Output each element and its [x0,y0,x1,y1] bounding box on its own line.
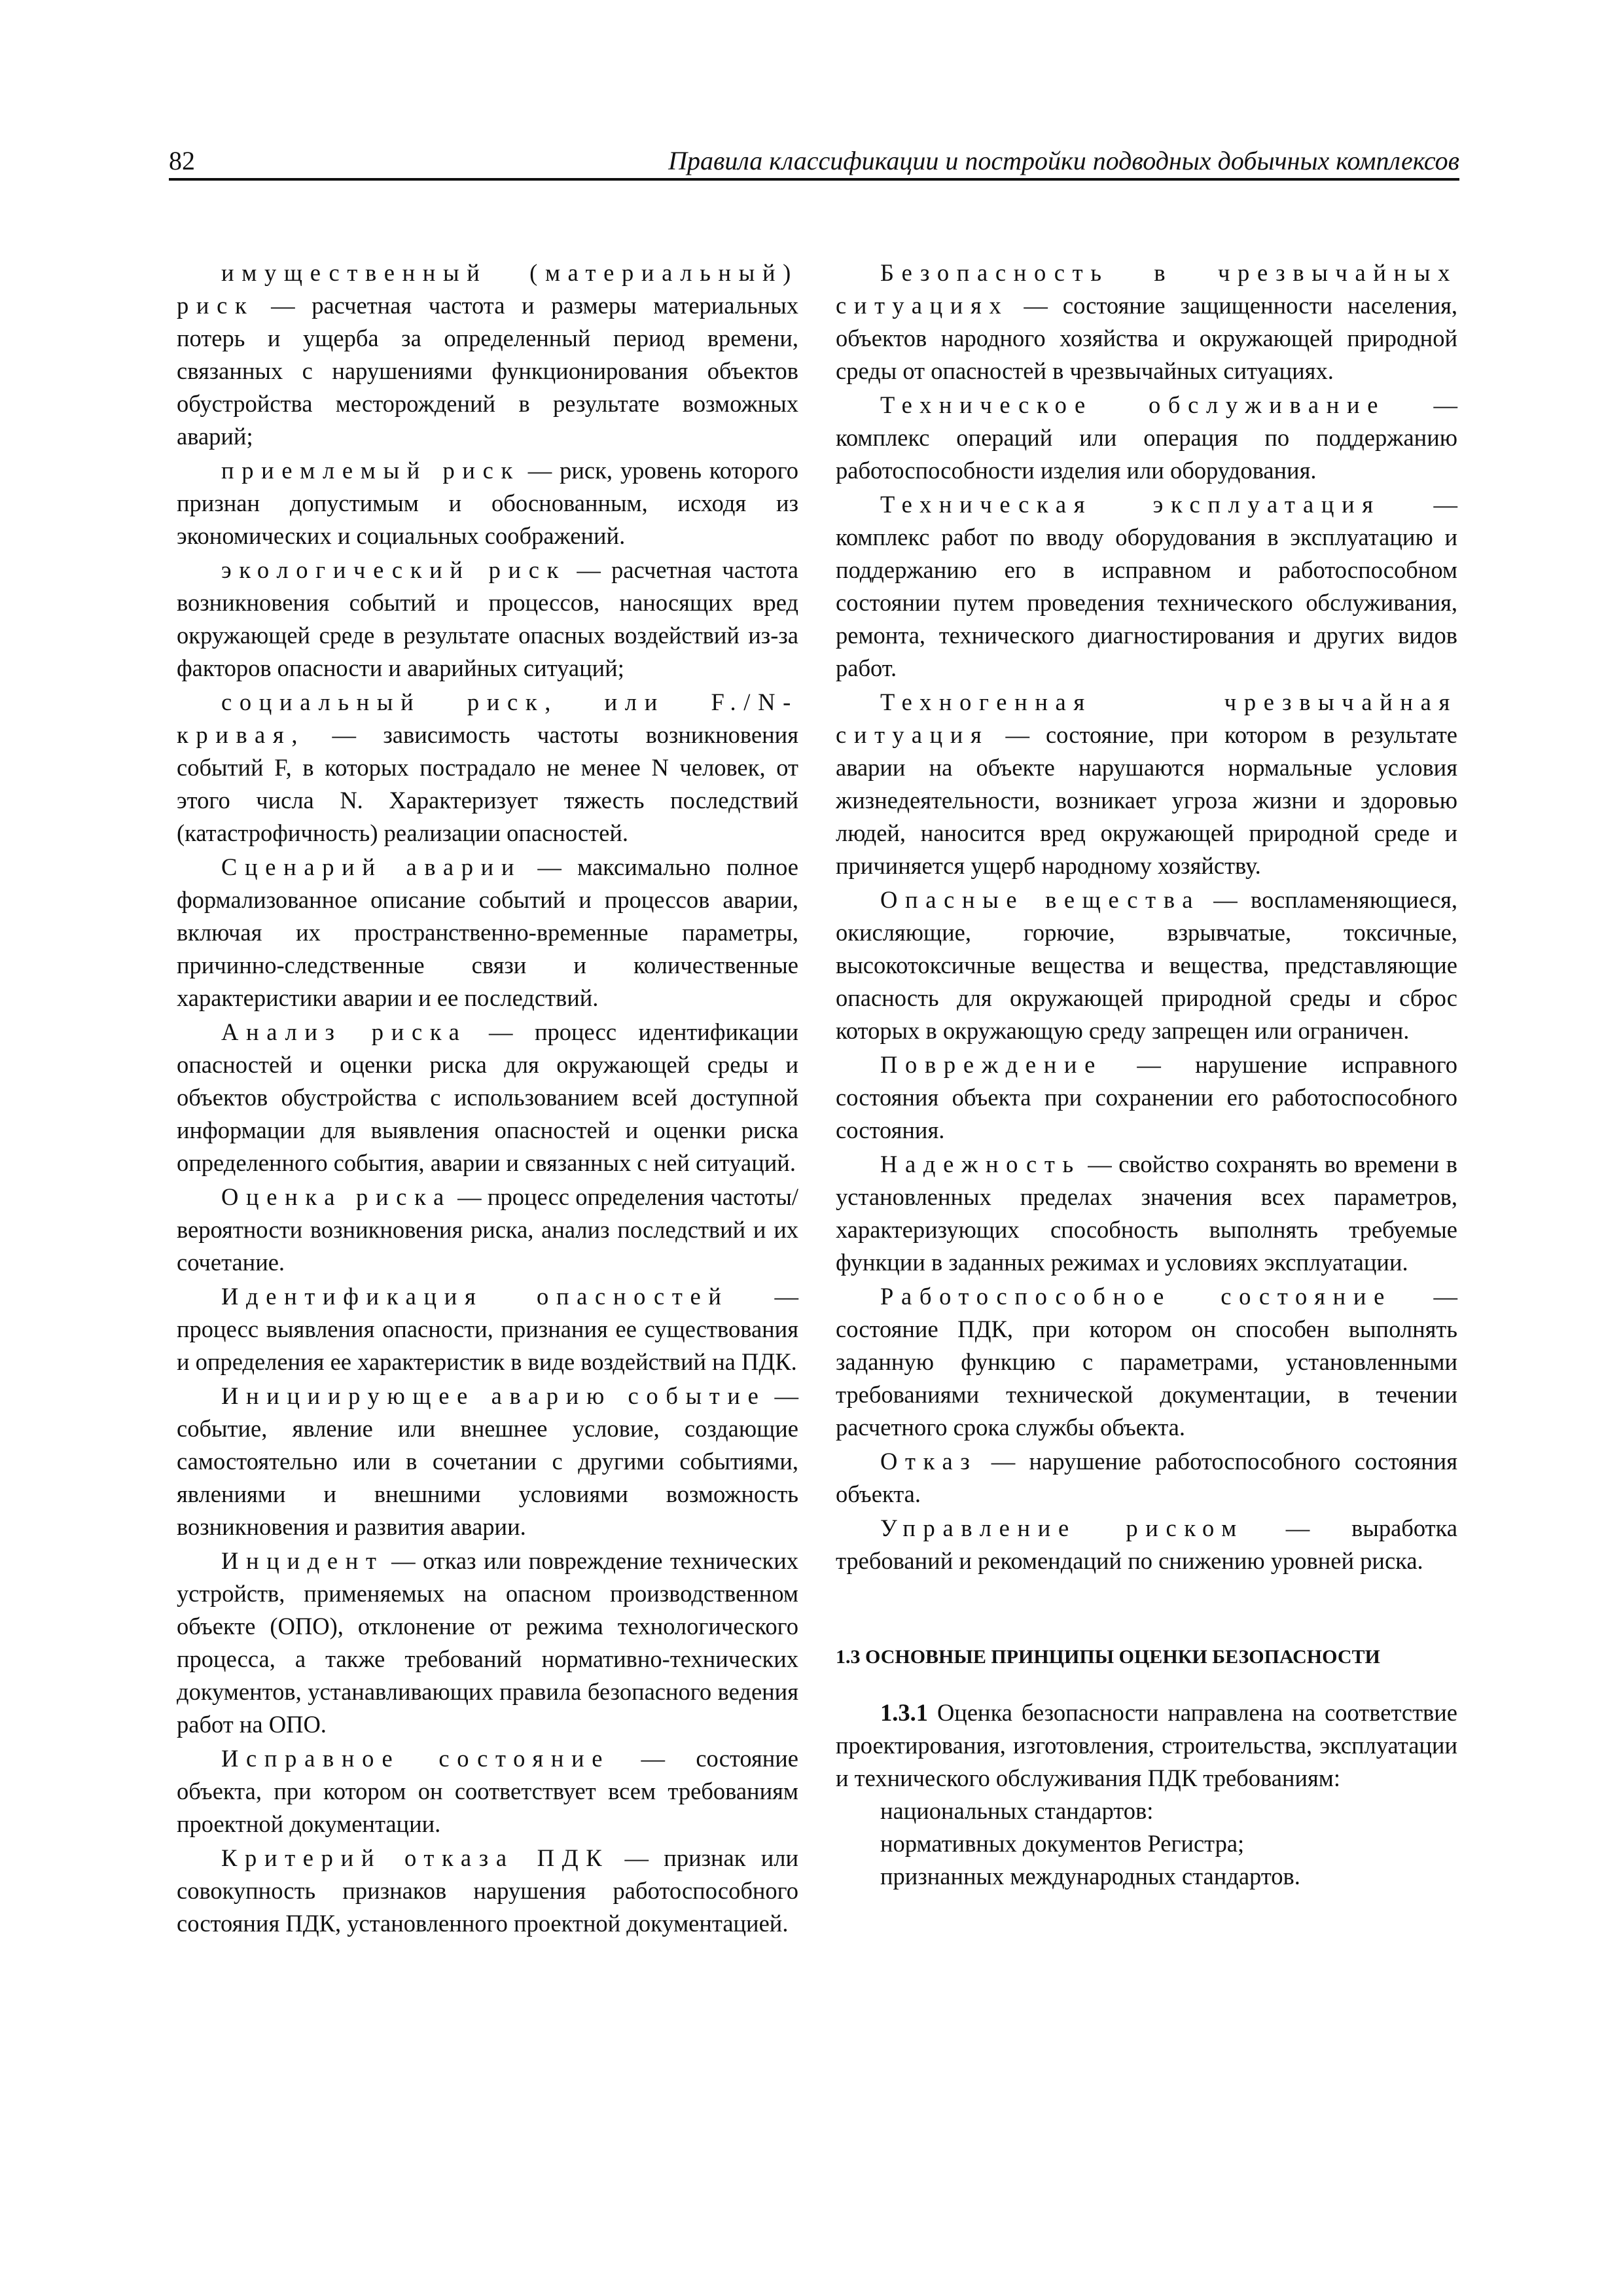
term: Анализ риска [221,1018,467,1045]
definition-entry [836,1445,1457,1511]
section-heading: 1.3 ОСНОВНЫЕ ПРИНЦИПЫ ОЦЕНКИ БЕЗОПАСНОСТИ [836,1646,1380,1668]
definition-entry [836,884,1457,1047]
term: Сценарий аварии [221,853,522,880]
term: Управление риском [880,1515,1244,1541]
definition-entry [177,1016,798,1179]
definition: — комплекс работ по вводу оборудования в эксплуатацию и поддержанию его в исправном и работоспособном состоянии путем проведения технического обслуживания, ремонта, технического диагностирования и других видов работ. [836,491,1458,681]
definition: — отказ или повреждение технических устройств, применяемых на опасном производственном объекте (ОПО), отклонение от режима технологического процесса, а также требований нормативно-технических документов, устанавливающих правила безопасного ведения работ на ОПО. [177,1547,798,1738]
definition-entry [836,1280,1457,1444]
definition: — максимально полное формализованное описание событий и процессов аварии, включая их пространственно-временные параметры, причинно-следственные связи и количественные характеристики аварии и ее последствий. [177,853,798,1011]
definition-entry [177,686,798,850]
term: Исправное состояние [221,1745,611,1772]
definition: — нарушение работоспособного состояния объекта. [836,1448,1457,1507]
definition-entry [836,686,1457,882]
term: приемлемый риск [221,457,520,484]
list-item: национальных стандартов: [880,1797,1154,1824]
definition-entry [177,257,798,453]
definition-entry [177,1380,798,1543]
term: Идентификация опасностей [221,1283,729,1310]
definition-entry [177,1742,798,1840]
header-rule [169,178,1459,181]
definition-entry [177,1280,798,1378]
definition-entry [836,257,1457,387]
section-paragraph [836,1696,1457,1795]
definition-entry [836,1512,1457,1577]
list-item: признанных международных стандартов. [880,1863,1300,1890]
definition: — выработка требований и рекомендаций по снижению уровней риска. [836,1515,1457,1574]
definition-entry [177,851,798,1014]
definition: — комплекс операций или операция по поддержанию работоспособности изделия или оборудования. [836,391,1457,484]
left-column [177,257,798,1941]
definition: — признак или совокупность признаков нарушения работоспособного состояния ПДК, установленного проектной документацией. [177,1844,798,1937]
term: Техническая эксплуатация [880,491,1381,518]
running-title: Правила классификации и постройки подводных добычных комплексов [668,146,1459,175]
list-item: нормативных документов Регистра; [880,1830,1245,1857]
definition: — состояние объекта, при котором он соответствует всем требованиям проектной документации. [177,1745,798,1837]
term: Работоспособное состояние [880,1283,1392,1310]
term: Техническое обслуживание [880,391,1386,418]
term: Критерий отказа ПДК [221,1844,610,1871]
definition: — состояние ПДК, при котором он способен выполнять заданную функцию с параметрами, установленными требованиями технической документации, в течении расчетного срока службы объекта. [836,1283,1458,1441]
definition: — воспламеняющиеся, окисляющие, горючие, взрывчатые, токсичные, высокотоксичные вещества и вещества, представляющие опасность для окружающей природной среды и сброс которых в окружающую среду запрещен или ограничен. [836,886,1457,1044]
term: Отказ [880,1448,978,1475]
definition: — зависимость частоты возникновения событий F, в которых пострадало не менее N человек, от этого числа N. Характеризует тяжесть последствий (катастрофичность) реализации опасностей. [177,721,798,846]
page-header [169,143,1459,182]
definition-entry [836,1148,1457,1279]
definition: — расчетная частота и размеры материальных потерь и ущерба за определенный период времени, связанных с нарушениями функционирования объектов обустройства месторождений в результате возможных аварий; [177,292,798,450]
definition: — процесс выявления опасности, признания ее существования и определения ее характеристик в виде воздействий на ПДК. [177,1283,798,1375]
page-number: 82 [169,146,195,175]
definition-entry [177,1842,798,1940]
term: Повреждение [880,1051,1103,1078]
term: Оценка риска [221,1183,452,1210]
definition: — риск, уровень которого признан допустимым и обоснованным, исходя из экономических и социальных соображений. [177,457,798,549]
paragraph-text: Оценка безопасности направлена на соответствие проектирования, изготовления, строительства, эксплуатации и технического обслуживания ПДК требованиям: [836,1699,1457,1791]
definition-entry [177,454,798,552]
definition-entry [177,1181,798,1279]
term: имущественный (материальный) риск [177,259,798,319]
term: социальный риск, или F./N-кривая, [177,689,798,748]
definition-entry [177,554,798,685]
definition-entry [177,1545,798,1741]
definition: — процесс определения частоты/вероятности возникновения риска, анализ последствий и их сочетание. [177,1183,798,1276]
definition: — нарушение исправного состояния объекта при сохранении его работоспособного состояния. [836,1051,1457,1143]
definition: — состояние защищенности населения, объектов народного хозяйства и окружающей природной среды от опасностей в чрезвычайных ситуациях. [836,292,1457,384]
term: Инцидент [221,1547,384,1574]
term: Инициирующее аварию событие [221,1382,766,1409]
definition: — процесс идентификации опасностей и оценки риска для окружающей среды и объектов обустройства с использованием всей доступной информации для выявления опасностей и оценки риска определенного события, аварии и связанных с ней ситуаций. [177,1018,798,1176]
definition: — свойство сохранять во времени в установленных пределах значения всех параметров, характеризующих способность выполнять требуемые функции в заданных режимах и условиях эксплуатации. [836,1151,1457,1276]
definition: — расчетная частота возникновения событий и процессов, наносящих вред окружающей среде в результате опасных воздействий из-за факторов опасности и аварийных ситуаций; [177,556,798,681]
definition-entry [836,389,1457,487]
definition: — событие, явление или внешнее условие, создающие самостоятельно или в сочетании с другими событиями, явлениями и внешними условиями возможность возникновения и развития аварии. [177,1382,798,1540]
definition: — состояние, при котором в результате аварии на объекте нарушаются нормальные условия жизнедеятельности, возникает угроза жизни и здоровью людей, наносится вред окружающей природной среде и причиняется ущерб народному хозяйству. [836,721,1457,879]
term: Надежность [880,1151,1081,1177]
definition-entry [836,488,1457,685]
term: экологический риск [221,556,567,583]
term: Безопасность в чрезвычайных ситуациях [836,259,1457,319]
term: Опасные вещества [880,886,1201,913]
definition-entry [836,1049,1457,1147]
paragraph-number: 1.3.1 [880,1699,928,1726]
right-column [836,257,1457,1893]
term: Техногенная чрезвычайная ситуация [836,689,1457,748]
